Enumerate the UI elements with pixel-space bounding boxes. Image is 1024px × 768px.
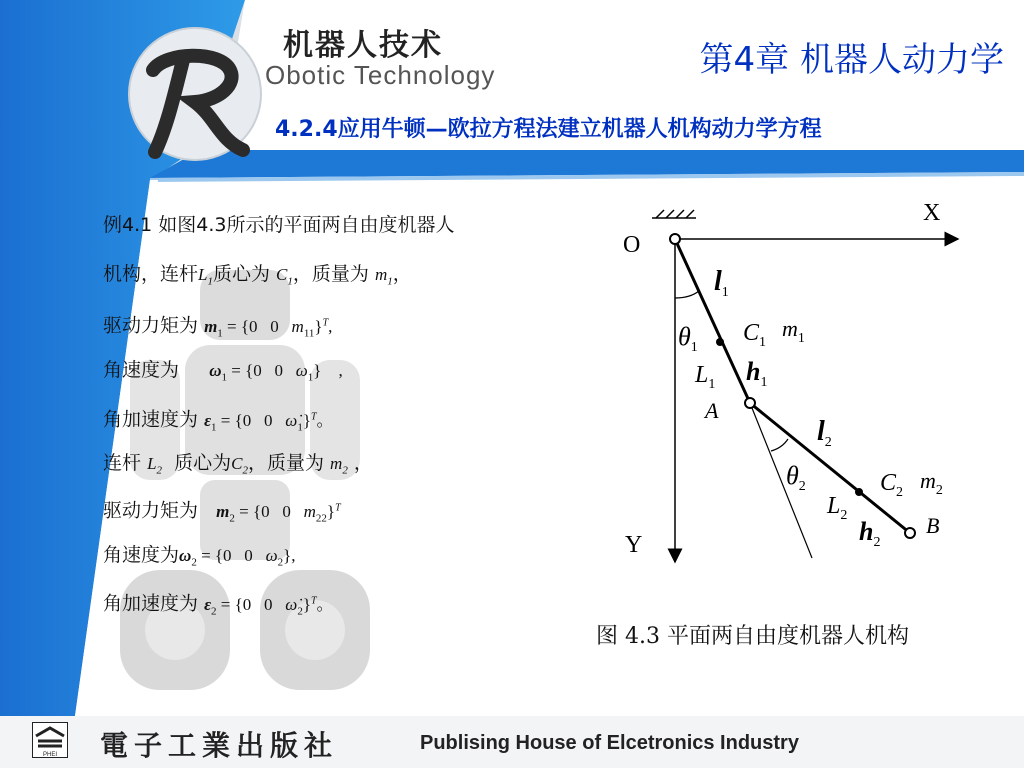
joint-o — [670, 234, 680, 244]
l1-label: $l_1$ — [714, 266, 729, 300]
L2-label: $L_2$ — [827, 493, 848, 523]
line5-label: 角加速度为 — [103, 408, 199, 431]
line8-label: 角速度为 — [103, 544, 180, 566]
m1-label: $m_1$ — [782, 316, 805, 346]
math-m1: $m_1$ — [374, 265, 393, 288]
example-line-2 — [103, 259, 412, 289]
line2-mid: 质心为 — [212, 263, 270, 285]
x-axis-label: X — [923, 200, 941, 226]
two-link-robot-diagram — [590, 190, 1010, 570]
y-axis-label: Y — [625, 532, 643, 558]
joint-a-label: A — [705, 398, 719, 423]
line2-suffix: ， — [392, 263, 412, 285]
svg-text:PHEI: PHEI — [42, 752, 58, 758]
math-C2: $C_2$ — [231, 454, 248, 477]
origin-label: O — [623, 232, 641, 258]
h2-label: $h_2$ — [859, 517, 881, 550]
phei-logo-icon — [32, 722, 68, 758]
L1-label: $L_1$ — [695, 362, 716, 392]
figure-caption: 图 4.3 平面两自由度机器人机构 — [596, 624, 909, 649]
example-line-4 — [103, 355, 343, 385]
example-line-6 — [103, 448, 373, 478]
section-title: 4.2.4应用牛顿—欧拉方程法建立机器人机构动力学方程 — [275, 117, 822, 142]
line4-label: 角速度为 — [103, 359, 180, 381]
example-line-3 — [103, 308, 332, 338]
brand-chinese-title: 机器人技术 — [283, 28, 443, 63]
theta1-arc — [675, 291, 699, 298]
example-line-7 — [103, 493, 341, 523]
example-line-5 — [103, 402, 334, 432]
math-omega-1: $\omega_1 = \{0$ 0 $\omega_1$} , — [209, 361, 343, 384]
theta2-arc — [771, 439, 788, 451]
math-m2: $m_2$ — [330, 454, 348, 477]
theta1-label: $\theta_1$ — [678, 322, 698, 355]
end-b — [905, 528, 915, 538]
math-epsilon-1: $\varepsilon_1 = \{0$ 0 $\omegȧ_1\}^T$。 — [204, 410, 334, 434]
l2-label: $l_2$ — [817, 416, 832, 450]
h1-label: $h_1$ — [746, 357, 768, 390]
line6-prefix: 连杆 — [103, 452, 142, 474]
math-L1: $L_1$ — [198, 265, 213, 288]
line3-label: 驱动力矩为 — [103, 314, 199, 337]
math-epsilon-2: $\varepsilon_2 = \{0$ 0 $\omegȧ_2\}^T$。 — [204, 594, 334, 618]
math-C1: $C_1$ — [276, 265, 293, 288]
line6-mid2: ，质量为 — [247, 452, 324, 474]
math-torque-2: $m_2 = \{0$ 0 $m_{22}\}^T$ — [216, 501, 341, 525]
math-torque-1: $m_1 = \{0$ 0 $m_{11}\}^T$, — [204, 316, 333, 340]
math-omega-2: $\omega_2 = \{0$ 0 $\omega_2$}, — [179, 546, 296, 569]
line2-prefix: 机构，连杆 — [103, 263, 199, 285]
example-line-1: 例4.1 如图4.3所示的平面两自由度机器人 — [103, 214, 455, 236]
com-c1 — [716, 338, 724, 346]
example-line-8 — [103, 540, 296, 570]
line9-label: 角加速度为 — [103, 592, 199, 615]
line6-suffix: ， — [353, 452, 373, 474]
c1-label: $C_1$ — [743, 320, 767, 350]
line6-mid: 质心为 — [174, 452, 232, 474]
com-c2 — [855, 488, 863, 496]
line2-mid2: ，质量为 — [292, 263, 369, 285]
publisher-chinese-name: 電子工業出版社 — [100, 729, 339, 762]
example-line-9 — [103, 586, 334, 616]
c2-label: $C_2$ — [880, 470, 904, 500]
chapter-title: 第4章 机器人动力学 — [699, 40, 1004, 80]
brand-english-title: Obotic Technology — [265, 60, 496, 90]
end-b-label: B — [926, 513, 940, 538]
joint-a — [745, 398, 755, 408]
line7-label: 驱动力矩为 — [103, 499, 199, 522]
m2-label: $m_2$ — [920, 468, 943, 498]
theta2-label: $\theta_2$ — [786, 461, 806, 494]
ground-hatch — [652, 210, 696, 218]
publisher-english-name: Publising House of Elcetronics Industry — [420, 732, 799, 754]
logo-r-icon — [125, 22, 275, 167]
math-L2: $L_2$ — [147, 454, 163, 477]
